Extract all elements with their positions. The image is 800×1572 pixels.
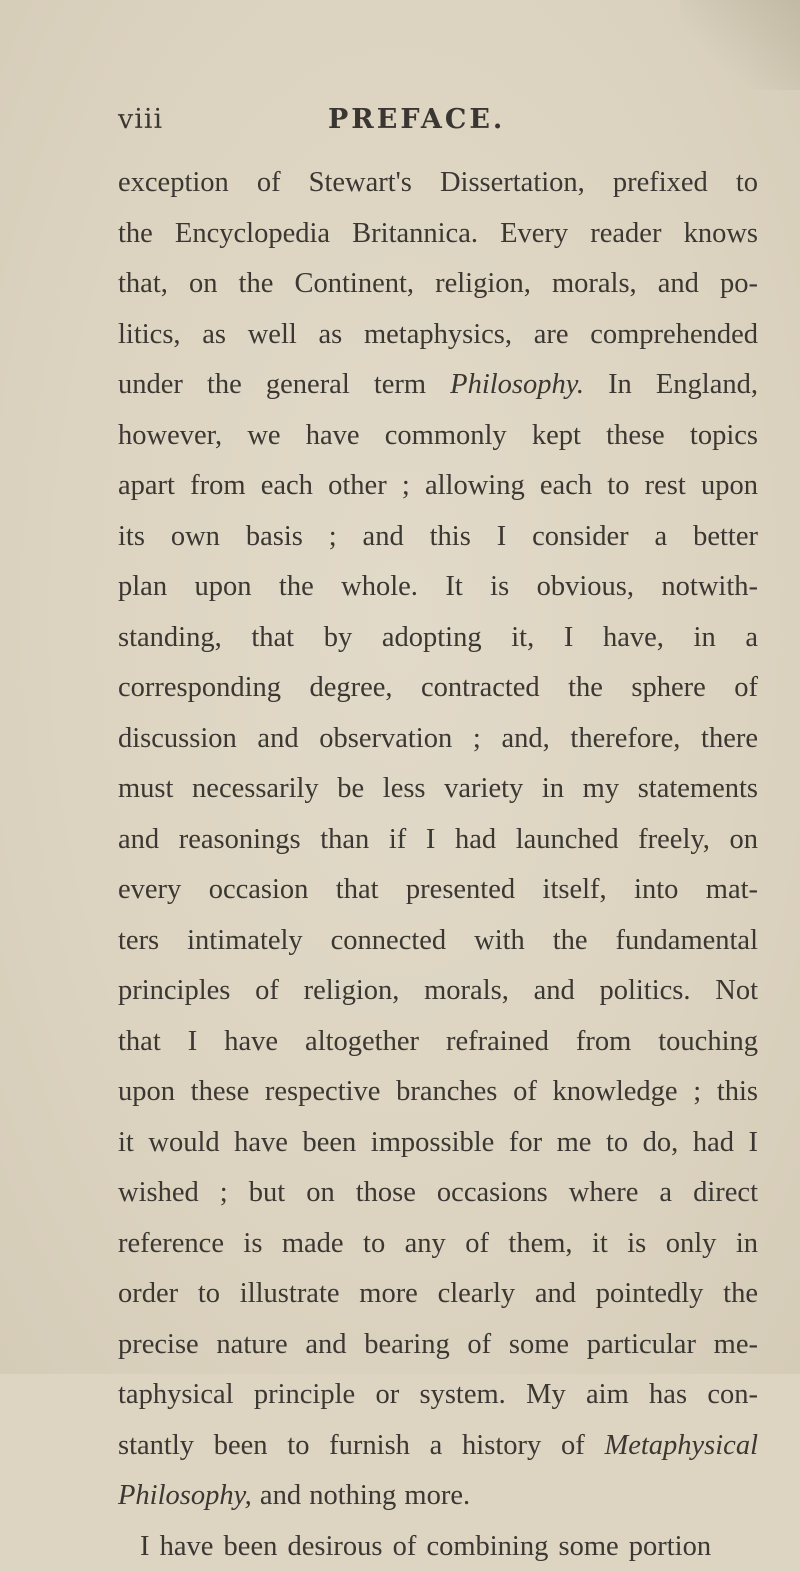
text-line: that, on the Continent, religion, morals, and po- [118,259,758,310]
text-line: standing, that by adopting it, I have, in a [118,613,758,664]
text-line [118,360,758,411]
text-line: plan upon the whole. It is obvious, notwith- [118,562,758,613]
text-line [118,1421,758,1472]
page-header [118,104,758,144]
page-corner-shadow [680,0,800,90]
text-line: upon these respective branches of knowledge ; this [118,1067,758,1118]
text-segment: under the general term [118,369,426,400]
text-line: and reasonings than if I had launched freely, on [118,815,758,866]
text-line: the Encyclopedia Britannica. Every reader knows [118,209,758,260]
running-title: PREFACE. [328,104,505,135]
text-line: order to illustrate more clearly and pointedly the [118,1269,758,1320]
text-line: wished ; but on those occasions where a direct [118,1168,758,1219]
text-line [118,1471,758,1522]
text-line: precise nature and bearing of some particular me- [118,1320,758,1371]
text-line: I have been desirous of combining some portion [118,1522,758,1572]
text-line: exception of Stewart's Dissertation, prefixed to [118,158,758,209]
text-segment: In England, [608,369,758,400]
text-line: its own basis ; and this I consider a better [118,512,758,563]
text-line: it would have been impossible for me to do, had I [118,1118,758,1169]
text-line: however, we have commonly kept these topics [118,411,758,462]
body-text [118,158,758,1572]
italic-term: Philosophy. [450,369,584,400]
text-line: taphysical principle or system. My aim has con- [118,1370,758,1421]
text-line: litics, as well as metaphysics, are comprehended [118,310,758,361]
text-line: every occasion that presented itself, into mat- [118,865,758,916]
italic-term: Philosophy, [118,1480,252,1511]
page-number: viii [118,104,163,135]
text-segment: stantly been to furnish a history of [118,1430,585,1461]
text-line: discussion and observation ; and, therefore, there [118,714,758,765]
text-line: principles of religion, morals, and politics. Not [118,966,758,1017]
text-line: ters intimately connected with the fundamental [118,916,758,967]
text-line: must necessarily be less variety in my statements [118,764,758,815]
text-line: apart from each other ; allowing each to rest upon [118,461,758,512]
text-line: that I have altogether refrained from touching [118,1017,758,1068]
text-line: corresponding degree, contracted the sphere of [118,663,758,714]
text-segment: and nothing more. [260,1480,470,1511]
text-line: reference is made to any of them, it is only in [118,1219,758,1270]
italic-term: Metaphysical [604,1430,758,1461]
